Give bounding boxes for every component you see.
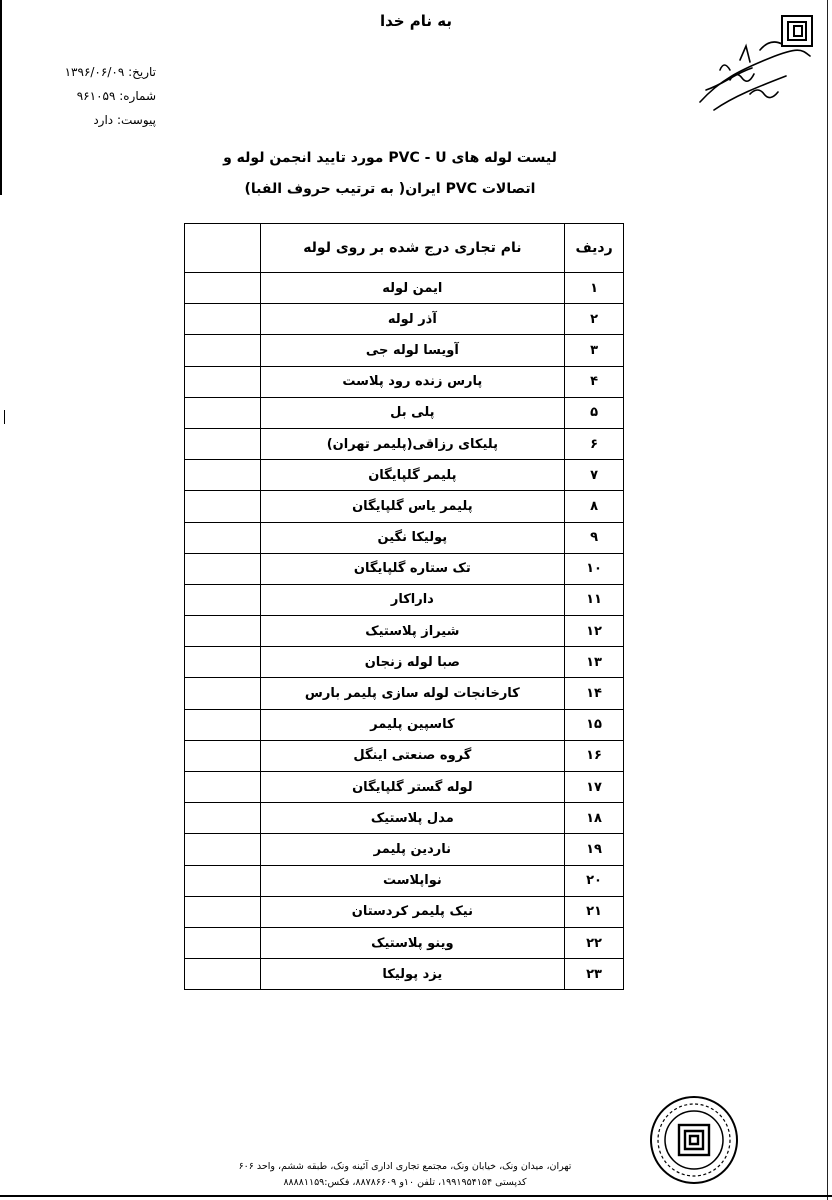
brand-name: نواپلاست [260, 865, 565, 896]
row-index: ۲۰ [565, 865, 624, 896]
row-index: ۱۷ [565, 772, 624, 803]
blank-cell [185, 709, 261, 740]
brand-name: پلیمر گلپایگان [260, 460, 565, 491]
table-row [185, 491, 624, 522]
table-row [185, 366, 624, 397]
blank-cell [185, 460, 261, 491]
table-row [185, 335, 624, 366]
attachment-label: پیوست: دارد [93, 113, 156, 127]
row-index: ۲ [565, 304, 624, 335]
table-row [185, 834, 624, 865]
association-seal [648, 1094, 740, 1186]
letter-meta [44, 60, 156, 132]
brand-name: آذر لوله [260, 304, 565, 335]
table-row [185, 740, 624, 771]
scan-bottom-edge [0, 1195, 832, 1197]
brand-name: یزد پولیکا [260, 959, 565, 990]
brand-name: ناردین پلیمر [260, 834, 565, 865]
column-header-index: ردیف [565, 224, 624, 273]
table-row [185, 553, 624, 584]
brand-name: کارخانجات لوله سازی پلیمر بارس [260, 678, 565, 709]
scan-left-mark [4, 410, 5, 424]
row-index: ۸ [565, 491, 624, 522]
table-row [185, 522, 624, 553]
blank-cell [185, 927, 261, 958]
row-index: ۱۴ [565, 678, 624, 709]
document-title [180, 143, 600, 205]
table-row [185, 584, 624, 615]
footer-address [200, 1159, 610, 1191]
brand-name: پارس زنده رود پلاست [260, 366, 565, 397]
row-index: ۲۳ [565, 959, 624, 990]
row-index: ۱۰ [565, 553, 624, 584]
table-row [185, 397, 624, 428]
brand-name: شیراز پلاستیک [260, 616, 565, 647]
blank-cell [185, 304, 261, 335]
blank-cell [185, 740, 261, 771]
blank-cell [185, 522, 261, 553]
brand-name: داراکار [260, 584, 565, 615]
blank-cell [185, 335, 261, 366]
row-index: ۱۵ [565, 709, 624, 740]
blank-cell [185, 865, 261, 896]
blank-cell [185, 834, 261, 865]
row-index: ۱۲ [565, 616, 624, 647]
column-header-brand: نام تجاری درج شده بر روی لوله [260, 224, 565, 273]
table-body [185, 273, 624, 990]
brand-name: پولیکا نگین [260, 522, 565, 553]
table-row [185, 772, 624, 803]
title-line-1: لیست لوله های PVC - U مورد تایید انجمن لوله و [223, 150, 557, 166]
blank-cell [185, 647, 261, 678]
table-row [185, 803, 624, 834]
brand-name: پلیکای رزاقی(پلیمر تهران) [260, 428, 565, 459]
table-row [185, 616, 624, 647]
bismillah-heading: به نام خدا [379, 12, 453, 30]
footer-address-line: تهران، میدان ونک، خیابان ونک، مجتمع تجاری اداری آئینه ونک، طبقه ششم، واحد ۶۰۶ [238, 1161, 572, 1172]
blank-cell [185, 896, 261, 927]
table-row [185, 896, 624, 927]
scan-right-edge [827, 0, 828, 1200]
row-index: ۴ [565, 366, 624, 397]
table-row [185, 304, 624, 335]
footer-contact-line: کدپستی ۱۹۹۱۹۵۴۱۵۴، تلفن ۱۰و ۸۸۷۸۶۶۰۹، فکس:۸۸۸۸۱۱۵۹ [283, 1177, 527, 1188]
brand-name: لوله گستر گلپایگان [260, 772, 565, 803]
blank-cell [185, 366, 261, 397]
blank-cell [185, 397, 261, 428]
table-row [185, 709, 624, 740]
table-row [185, 273, 624, 304]
blank-cell [185, 491, 261, 522]
blank-cell [185, 273, 261, 304]
brand-name: مدل پلاستیک [260, 803, 565, 834]
row-index: ۵ [565, 397, 624, 428]
row-index: ۲۲ [565, 927, 624, 958]
title-line-2: اتصالات PVC ایران( به ترتیب حروف الفبا) [244, 181, 536, 197]
brand-name: آویسا لوله جی [260, 335, 565, 366]
blank-cell [185, 678, 261, 709]
brand-name: پلی بل [260, 397, 565, 428]
table-row [185, 678, 624, 709]
table-row [185, 865, 624, 896]
row-index: ۱۶ [565, 740, 624, 771]
row-index: ۱۸ [565, 803, 624, 834]
brand-name: گروه صنعتی اینگل [260, 740, 565, 771]
row-index: ۷ [565, 460, 624, 491]
row-index: ۱۱ [565, 584, 624, 615]
row-index: ۶ [565, 428, 624, 459]
brand-name: وینو پلاستیک [260, 927, 565, 958]
row-index: ۱ [565, 273, 624, 304]
approved-brands-table [184, 223, 624, 990]
brand-name: نیک پلیمر کردستان [260, 896, 565, 927]
table-row [185, 927, 624, 958]
blank-cell [185, 616, 261, 647]
blank-cell [185, 959, 261, 990]
row-index: ۱۹ [565, 834, 624, 865]
blank-cell [185, 553, 261, 584]
row-index: ۱۳ [565, 647, 624, 678]
table-header-row [185, 224, 624, 273]
row-index: ۳ [565, 335, 624, 366]
date-label: تاریخ: ۱۳۹۶/۰۶/۰۹ [64, 65, 156, 79]
table-row [185, 647, 624, 678]
blank-cell [185, 772, 261, 803]
table-row [185, 428, 624, 459]
brand-name: صبا لوله زنجان [260, 647, 565, 678]
brand-name: کاسپین پلیمر [260, 709, 565, 740]
brand-name: تک ستاره گلپایگان [260, 553, 565, 584]
blank-cell [185, 803, 261, 834]
brand-name: پلیمر یاس گلپایگان [260, 491, 565, 522]
row-index: ۹ [565, 522, 624, 553]
blank-cell [185, 584, 261, 615]
table-row [185, 959, 624, 990]
row-index: ۲۱ [565, 896, 624, 927]
table-row [185, 460, 624, 491]
brand-name: ایمن لوله [260, 273, 565, 304]
association-logo [690, 10, 820, 120]
number-label: شماره: ۹۶۱۰۵۹ [76, 89, 156, 103]
blank-cell [185, 428, 261, 459]
column-header-blank [185, 224, 261, 273]
